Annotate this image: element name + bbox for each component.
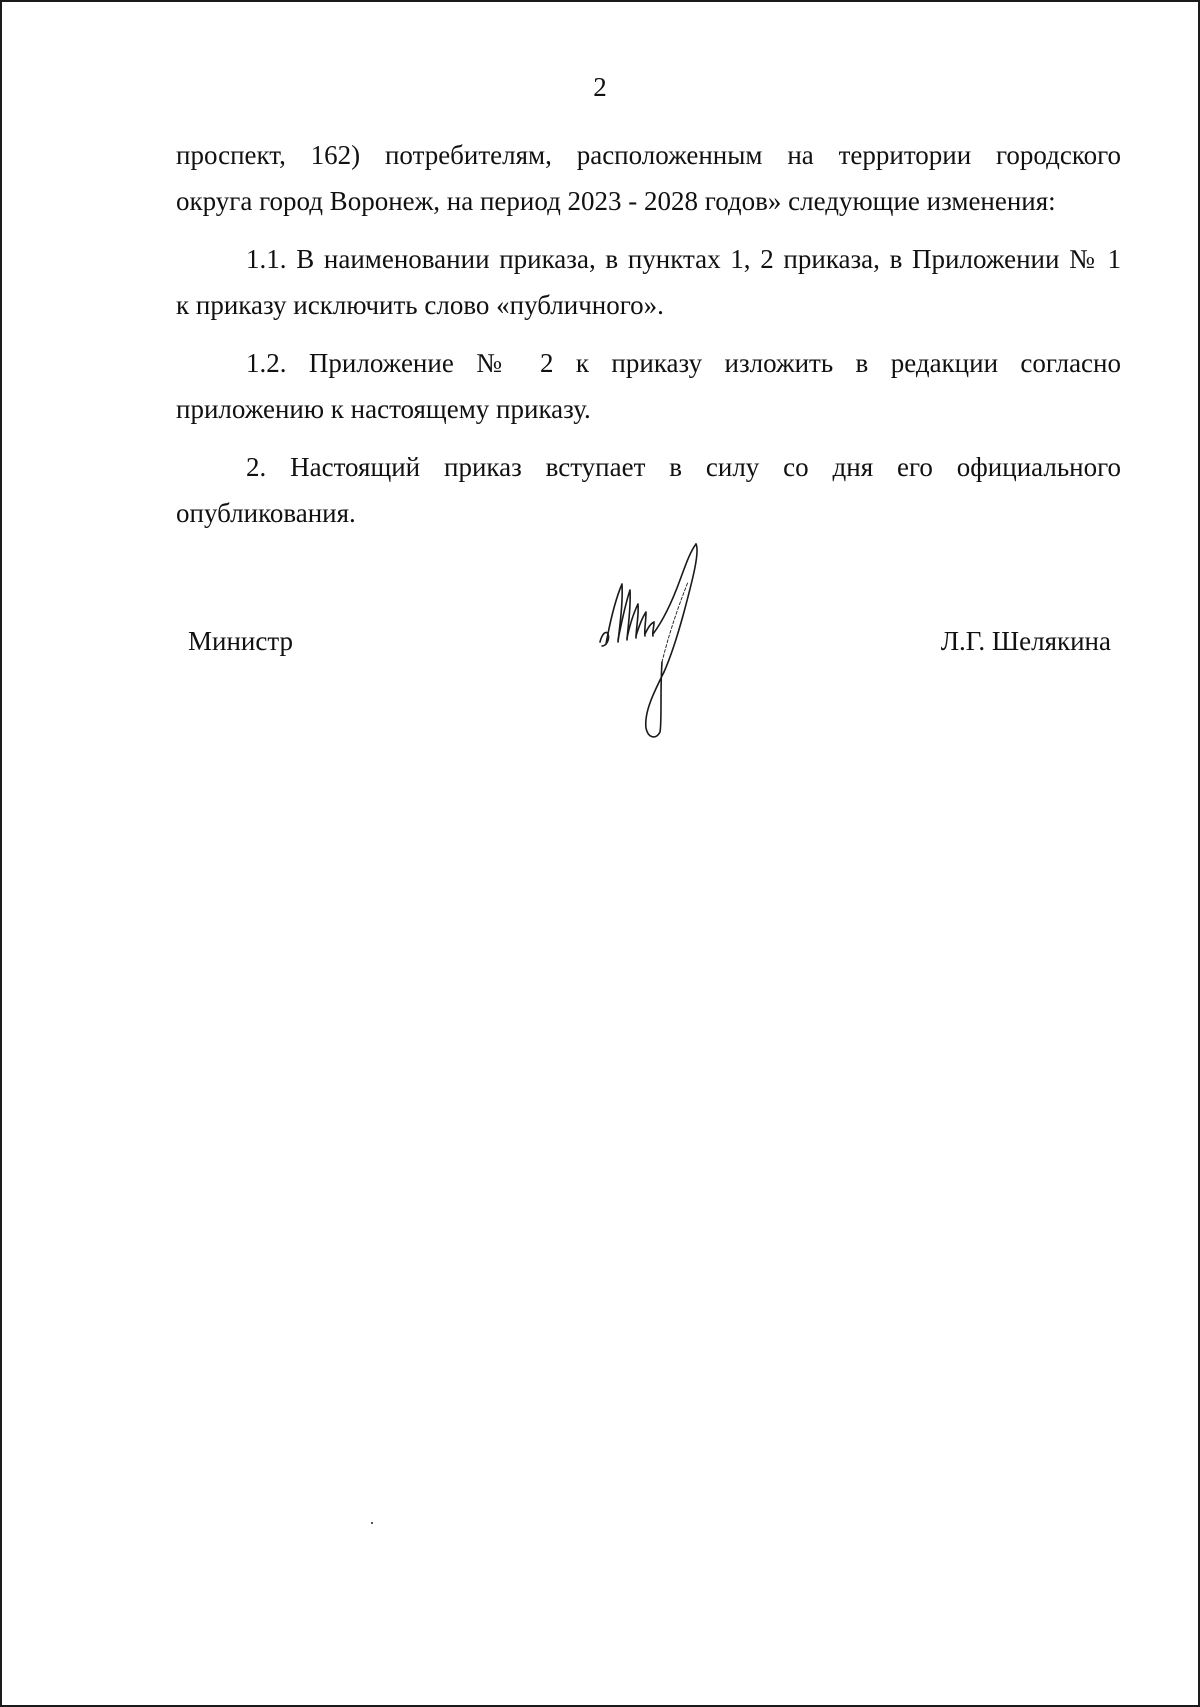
paragraph-1-1-line1: 1.1. В наименовании приказа, в пунктах 1, 2 приказа, в Приложении № 1 <box>246 244 1121 274</box>
page-number: 2 <box>593 72 607 102</box>
signer-name: Л.Г. Шелякина <box>940 626 1111 656</box>
document-body <box>176 132 1121 548</box>
paragraph-1-2-line1: 1.2. Приложение № 2 к приказу изложить в редакции согласно <box>246 348 1121 378</box>
paragraph-2-line2: опубликования. <box>176 498 356 528</box>
paragraph-1-1-line2: к приказу исключить слово «публичного». <box>176 290 664 320</box>
paragraph-continuation-line2: округа город Воронеж, на период 2023 - 2028 годов» следующие изменения: <box>176 186 1056 216</box>
scan-speck <box>371 1522 373 1524</box>
signer-position: Министр <box>188 626 293 656</box>
handwritten-signature <box>592 542 722 742</box>
paragraph-2-line1: 2. Настоящий приказ вступает в силу со дня его официального <box>246 452 1121 482</box>
paragraph-1-2-line2: приложению к настоящему приказу. <box>176 394 591 424</box>
paragraph-continuation-line1: проспект, 162) потребителям, расположенным на территории городского <box>176 140 1121 170</box>
